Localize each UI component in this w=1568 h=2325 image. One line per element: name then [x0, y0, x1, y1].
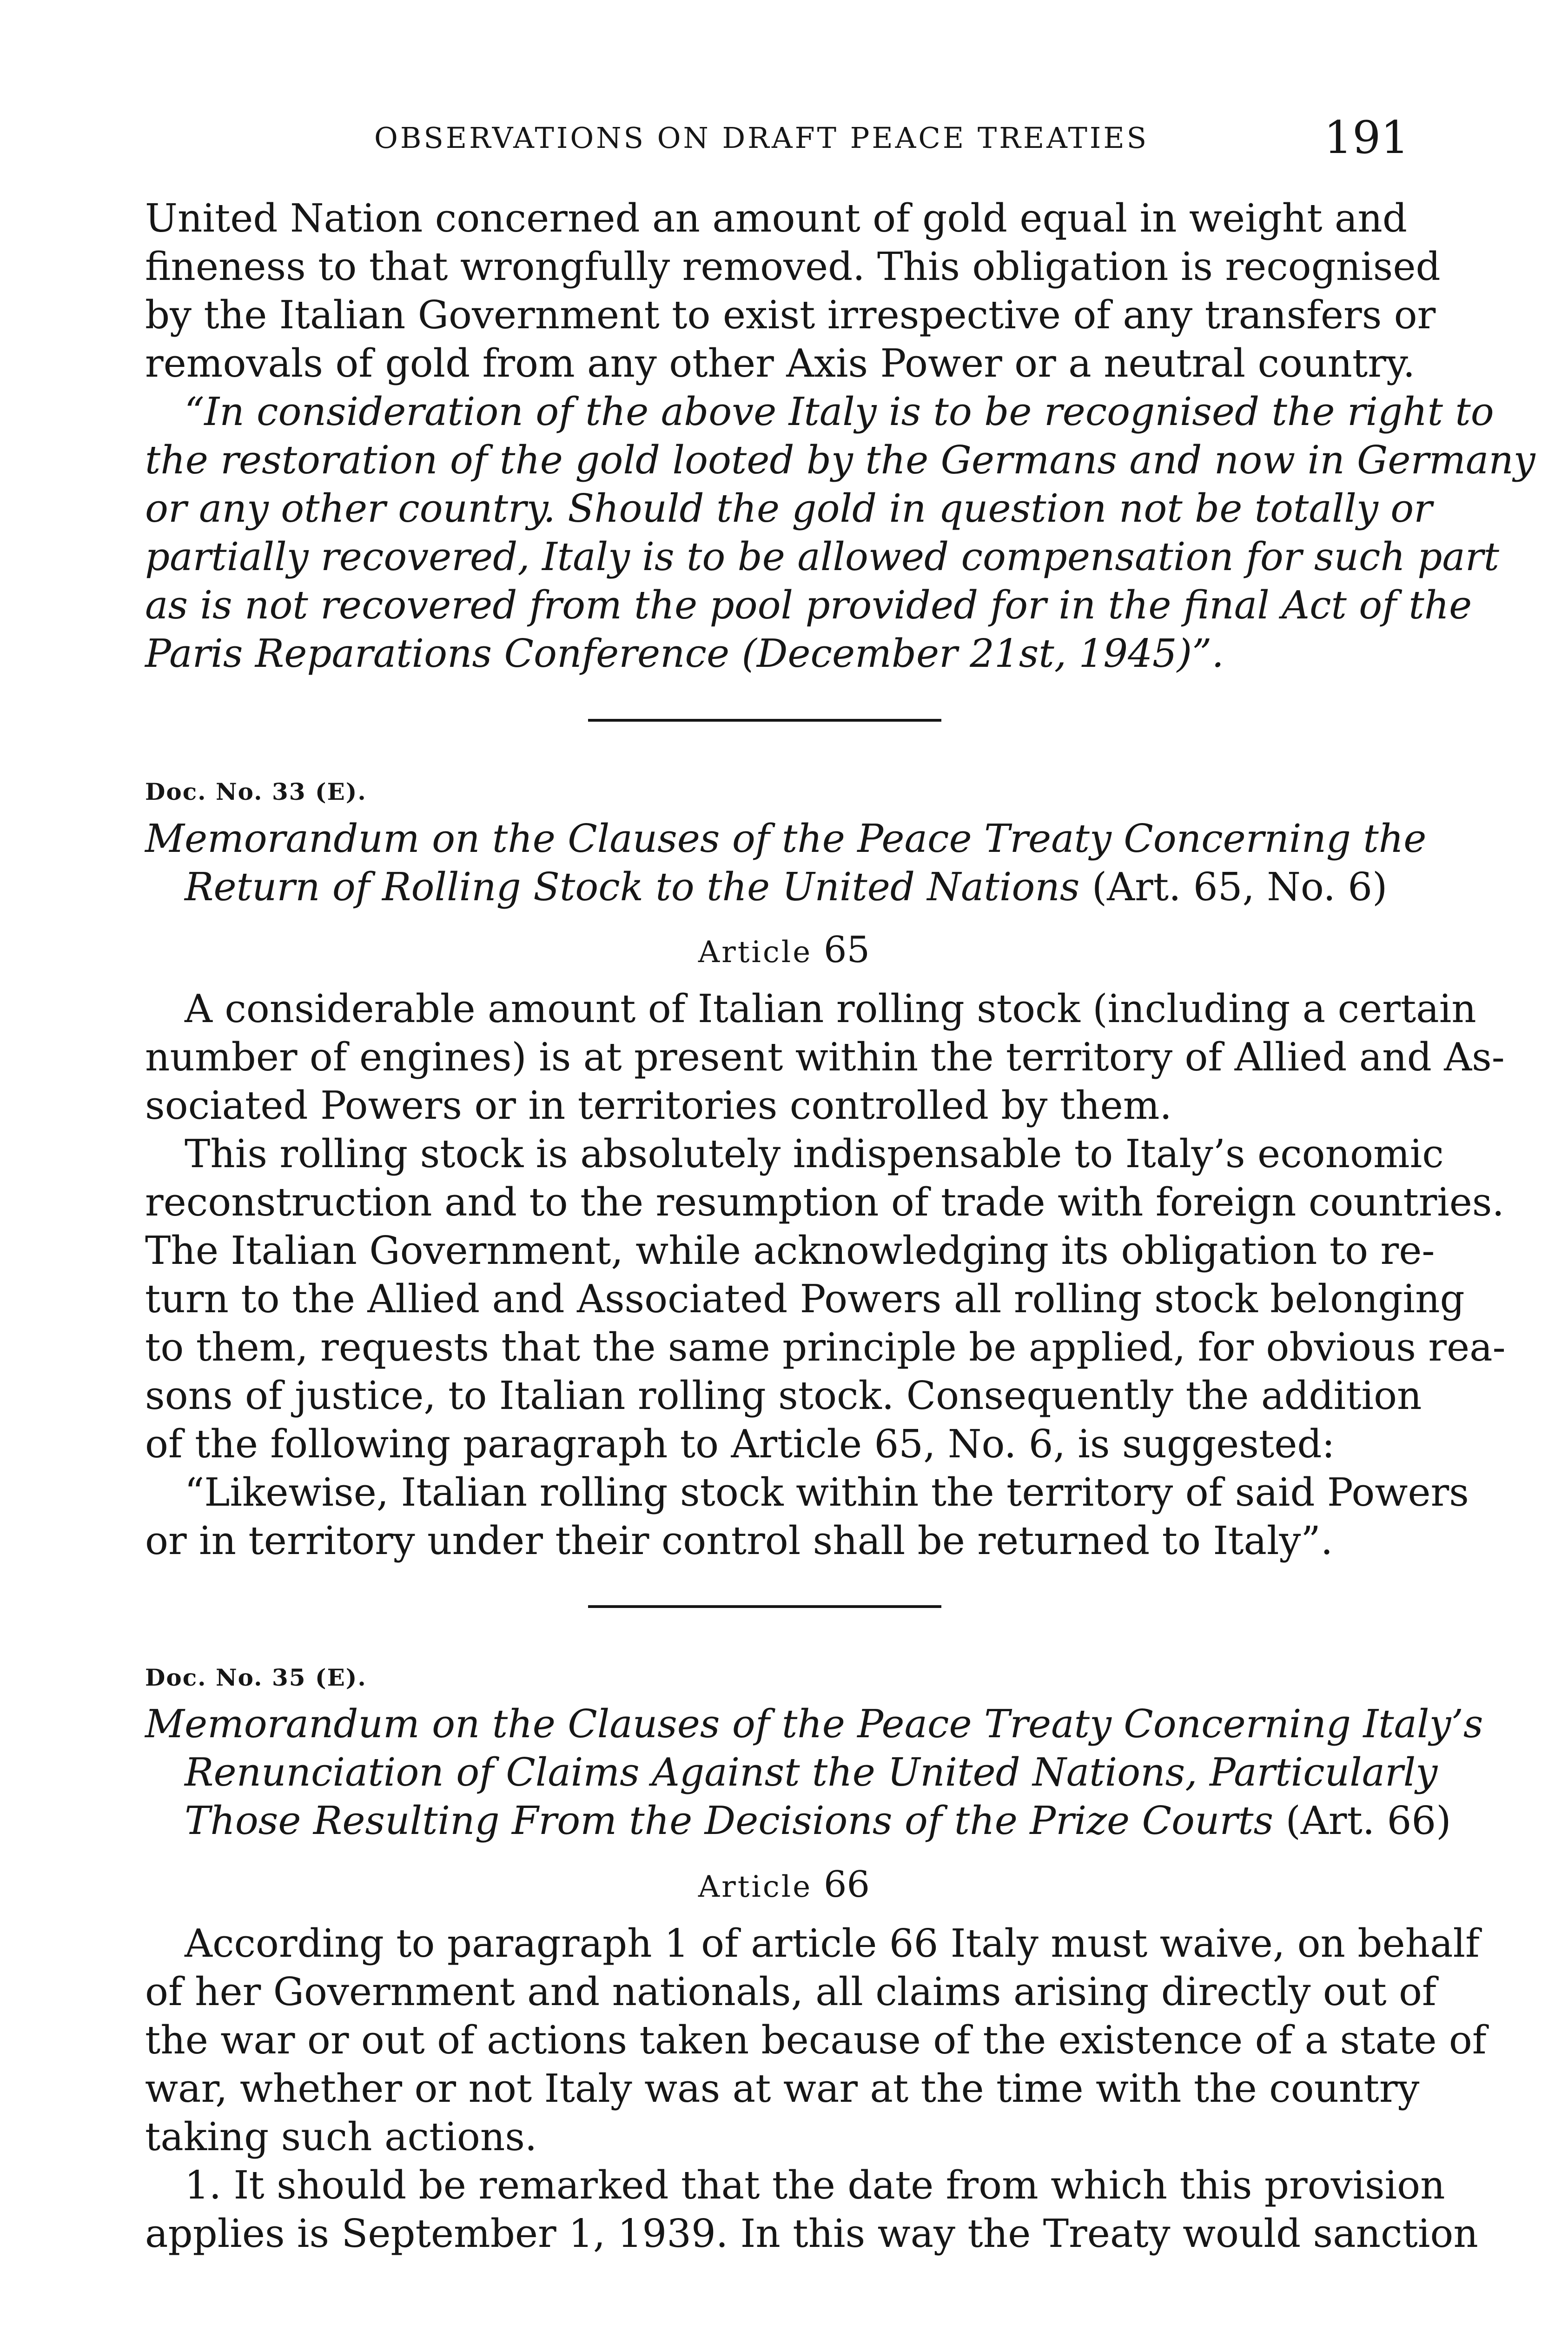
text-line: According to paragraph 1 of article 66 Italy must waive, on behalf	[185, 1921, 1480, 1966]
intro-paragraph	[145, 194, 1441, 388]
doc-33-paragraph-3	[145, 1468, 1469, 1565]
text-line: war, whether or not Italy was at war at the time with the country	[145, 2066, 1420, 2111]
article-number: 66	[812, 1864, 870, 1906]
section-divider	[588, 719, 941, 722]
article-word: Article	[698, 1870, 813, 1904]
text-line: “In consideration of the above Italy is to be recognised the right to	[185, 389, 1494, 434]
doc-33-paragraph-2	[145, 1130, 1506, 1468]
article-66-heading	[0, 1864, 1568, 1906]
text-line: sons of justice, to Italian rolling stock. Consequently the addition	[145, 1373, 1422, 1418]
title-line: Memorandum on the Clauses of the Peace Treaty Concerning the	[145, 816, 1427, 861]
doc-35-paragraph-2	[145, 2161, 1478, 2258]
section-divider	[588, 1605, 941, 1608]
article-reference: (Art. 66)	[1273, 1798, 1451, 1843]
page-number: 191	[1324, 112, 1409, 164]
doc-35-label: Doc. No. 35 (E).	[145, 1664, 367, 1691]
running-header: OBSERVATIONS ON DRAFT PEACE TREATIES	[374, 121, 1149, 155]
article-number: 65	[812, 929, 870, 971]
text-line: the war or out of actions taken because of the existence of a state of	[145, 2018, 1487, 2063]
text-line: sociated Powers or in territories controlled by them.	[145, 1083, 1172, 1128]
text-line: or any other country. Should the gold in question not be totally or	[145, 486, 1432, 531]
text-line: by the Italian Government to exist irrespective of any transfers or	[145, 292, 1436, 338]
text-line: partially recovered, Italy is to be allowed compensation for such part	[145, 534, 1499, 579]
text-line: taking such actions.	[145, 2114, 537, 2159]
doc-33-label: Doc. No. 33 (E).	[145, 778, 367, 805]
text-line: the restoration of the gold looted by the Germans and now in Germany	[145, 438, 1535, 483]
title-italic: Return of Rolling Stock to the United Nations	[185, 864, 1080, 910]
text-line: United Nation concerned an amount of gold equal in weight and	[145, 196, 1408, 241]
text-line: Paris Reparations Conference (December 21st, 1945)”.	[145, 631, 1224, 676]
title-line: Renunciation of Claims Against the United Nations, Particularly	[185, 1750, 1438, 1795]
italic-quotation	[145, 388, 1535, 678]
text-line: of her Government and nationals, all claims arising directly out of	[145, 1969, 1436, 2014]
text-line: to them, requests that the same principle be applied, for obvious rea-	[145, 1325, 1506, 1370]
text-line: or in territory under their control shall be returned to Italy”.	[145, 1518, 1333, 1563]
title-line	[145, 1797, 1451, 1845]
text-line: removals of gold from any other Axis Power or a neutral country.	[145, 341, 1416, 386]
title-line	[145, 863, 1391, 911]
doc-35-title	[145, 1700, 1483, 1845]
doc-35-paragraph-1	[145, 1920, 1487, 2161]
text-line: number of engines) is at present within the territory of Allied and As-	[145, 1035, 1505, 1080]
text-line: This rolling stock is absolutely indispensable to Italy’s economic	[185, 1131, 1444, 1176]
title-line: Memorandum on the Clauses of the Peace Treaty Concerning Italy’s	[145, 1701, 1483, 1747]
text-line: reconstruction and to the resumption of trade with foreign countries.	[145, 1180, 1504, 1225]
doc-33-title	[145, 815, 1427, 911]
text-line: applies is September 1, 1939. In this way the Treaty would sanction	[145, 2211, 1478, 2256]
text-line: The Italian Government, while acknowledging its obligation to re-	[145, 1228, 1435, 1273]
article-word: Article	[698, 935, 813, 970]
text-line: fineness to that wrongfully removed. This obligation is recognised	[145, 244, 1441, 289]
text-line: turn to the Allied and Associated Powers all rolling stock belonging	[145, 1276, 1465, 1322]
text-line: 1. It should be remarked that the date from which this provision	[185, 2163, 1445, 2208]
text-line: A considerable amount of Italian rolling stock (including a certain	[185, 986, 1476, 1031]
text-line: “Likewise, Italian rolling stock within the territory of said Powers	[185, 1470, 1469, 1515]
article-reference: (Art. 65, No. 6)	[1079, 864, 1388, 910]
title-italic: Those Resulting From the Decisions of the Prize Courts	[185, 1798, 1274, 1843]
doc-33-paragraph-1	[145, 985, 1505, 1130]
text-line: of the following paragraph to Article 65, No. 6, is suggested:	[145, 1422, 1335, 1467]
text-line: as is not recovered from the pool provided for in the final Act of the	[145, 583, 1472, 628]
article-65-heading	[0, 929, 1568, 971]
